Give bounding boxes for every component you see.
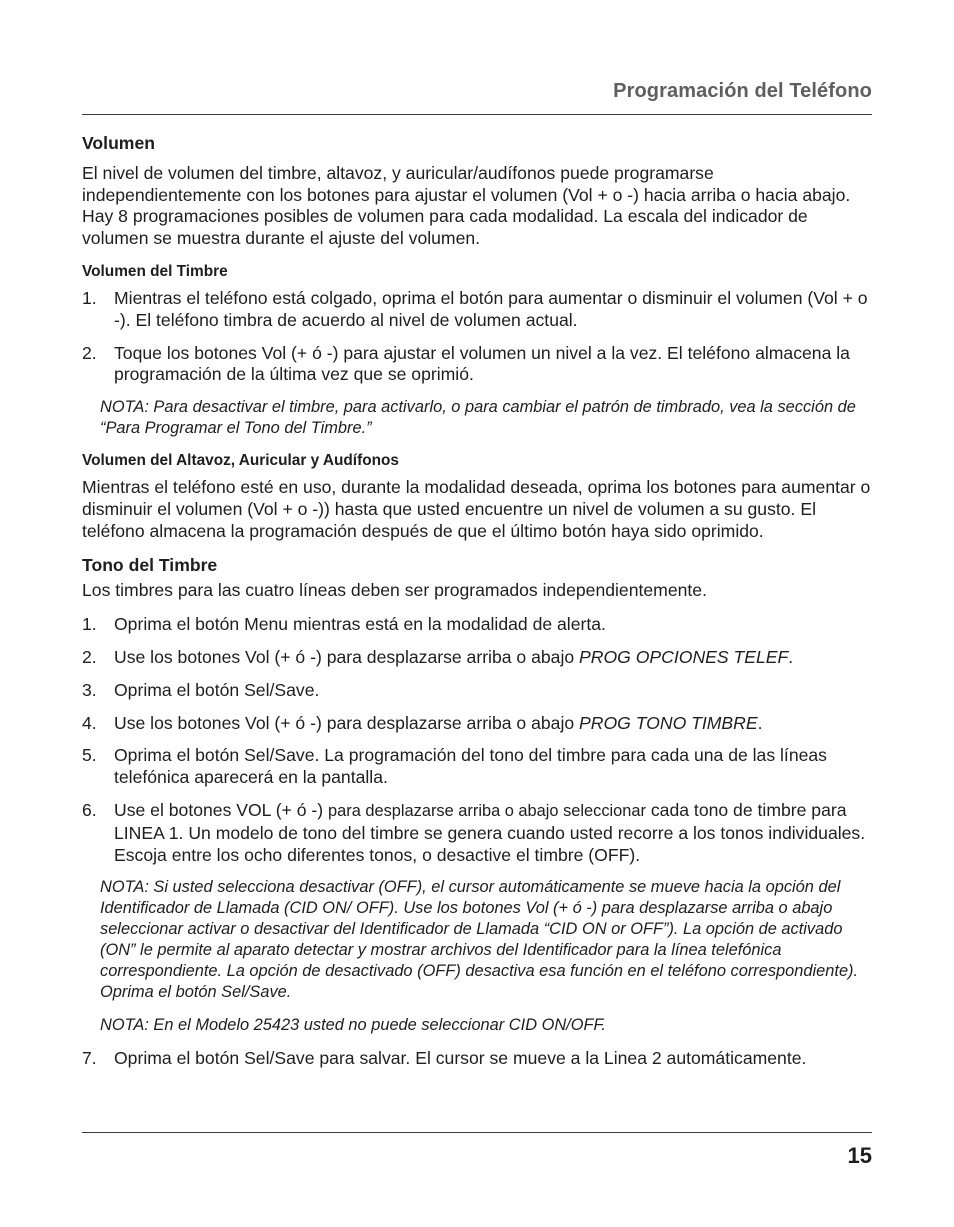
- section-heading-volumen: Volumen: [82, 133, 155, 153]
- header-divider: [82, 114, 872, 115]
- step-text: Use los botones Vol (+ ó -) para desplazarse arriba o abajo: [114, 712, 580, 733]
- section-heading-tono: Tono del Timbre: [82, 554, 218, 575]
- step-number: 1.: [82, 614, 97, 635]
- step-text: Toque los botones Vol (+ ó -) para ajustar el volumen un nivel a la vez. El teléfono almacena la programación de la última vez que se oprimió.: [114, 342, 850, 385]
- page-number: 15: [847, 1143, 872, 1168]
- list-item: [82, 680, 872, 702]
- list-item: [82, 288, 872, 332]
- step-text: Oprima el botón Sel/Save para salvar. El cursor se mueve a la Linea 2 automáticamente.: [114, 1048, 807, 1069]
- step-text: Oprima el botón Menu mientras está en la modalidad de alerta.: [114, 614, 606, 635]
- step-text: Mientras el teléfono está colgado, oprima el botón para aumentar o disminuir el volumen (Vol + o -). El teléfono timbra de acuerdo al nivel de volumen actual.: [114, 287, 868, 330]
- step-number: 1.: [82, 287, 97, 308]
- running-header-title: Programación del Teléfono: [613, 80, 872, 102]
- subheading-volumen-timbre: Volumen del Timbre: [82, 262, 228, 280]
- step-text-a: Use el botones VOL (+ ó -): [114, 799, 328, 820]
- step-text-b: cada tono de timbre para LINEA 1. Un modelo de tono del timbre se genera cuando usted recorre a los tonos individuales. Escoja entre los ocho diferentes tonos, o desactive el timbre (OFF).: [114, 799, 866, 865]
- list-item: [82, 745, 872, 789]
- step-text: Oprima el botón Sel/Save. La programación del tono del timbre para cada una de las líneas telefónica aparecerá en la pantalla.: [114, 745, 827, 788]
- footer-divider: [82, 1132, 872, 1133]
- step-number: 4.: [82, 712, 97, 733]
- list-item: [82, 647, 872, 669]
- list-item: [82, 800, 872, 866]
- volumen-intro-paragraph: El nivel de volumen del timbre, altavoz, y auricular/audífonos puede programarse independientemente con los botones para ajustar el volumen (Vol + o -) hacia arriba o hacia abajo. Hay 8 programaciones posibles de volumen para cada modalidad. La escala del indicador de volumen se muestra durante el ajuste del volumen.: [82, 162, 851, 249]
- step-number: 3.: [82, 679, 97, 700]
- timbre-steps-list: [82, 288, 872, 386]
- subheading-volumen-altavoz: Volumen del Altavoz, Auricular y Audífonos: [82, 452, 399, 470]
- timbre-note: NOTA: Para desactivar el timbre, para activarlo, o para cambiar el patrón de timbrado, vea la sección de “Para Programar el Tono del Timbre.”: [100, 398, 856, 438]
- step-number: 2.: [82, 342, 97, 363]
- tono-intro-paragraph: Los timbres para las cuatro líneas deben ser programados independientemente.: [82, 580, 707, 601]
- list-item: [82, 343, 872, 387]
- step-number: 2.: [82, 646, 97, 667]
- tono-final-step-list: [82, 1048, 872, 1070]
- list-item: [82, 614, 872, 636]
- tono-note-model: NOTA: En el Modelo 25423 usted no puede seleccionar CID ON/OFF.: [100, 1016, 606, 1035]
- step-number: 5.: [82, 745, 97, 766]
- tono-steps-list: [82, 614, 872, 866]
- step-tail: .: [757, 712, 763, 733]
- step-tail: .: [788, 646, 794, 667]
- list-item: [82, 1048, 872, 1070]
- step-text: Oprima el botón Sel/Save.: [114, 679, 320, 700]
- page-content: [82, 133, 872, 1081]
- tono-note-cid: NOTA: Si usted selecciona desactivar (OFF), el cursor automáticamente se mueve hacia la opción del Identificador de Llamada (CID ON/ OFF). Use los botones Vol (+ ó -) para desplazarse arriba o abajo seleccionar activar o desactivar del Identificador de Llamada “CID ON or OFF”). La opción de activado (ON” le permite al aparato detectar y mostrar archivos del Identificador para la línea telefónica correspondiente. La opción de desactivado (OFF) desactiva esa función en el teléfono correspondiente). Oprima el botón Sel/Save.: [100, 878, 859, 1002]
- list-item: [82, 713, 872, 735]
- step-number: 6.: [82, 799, 97, 820]
- altavoz-paragraph: Mientras el teléfono esté en uso, durante la modalidad deseada, oprima los botones para aumentar o disminuir el volumen (Vol + o -)) hasta que usted encuentre un nivel de volumen a su gusto. El teléfono almacena la programación después de que el último botón haya sido oprimido.: [82, 477, 871, 541]
- step-text-small: para desplazarse arriba o abajo seleccionar: [328, 801, 646, 820]
- step-number: 7.: [82, 1048, 97, 1069]
- step-emphasis: PROG OPCIONES TELEF: [579, 646, 789, 667]
- step-text: Use los botones Vol (+ ó -) para desplazarse arriba o abajo: [114, 646, 580, 667]
- step-emphasis: PROG TONO TIMBRE: [579, 712, 758, 733]
